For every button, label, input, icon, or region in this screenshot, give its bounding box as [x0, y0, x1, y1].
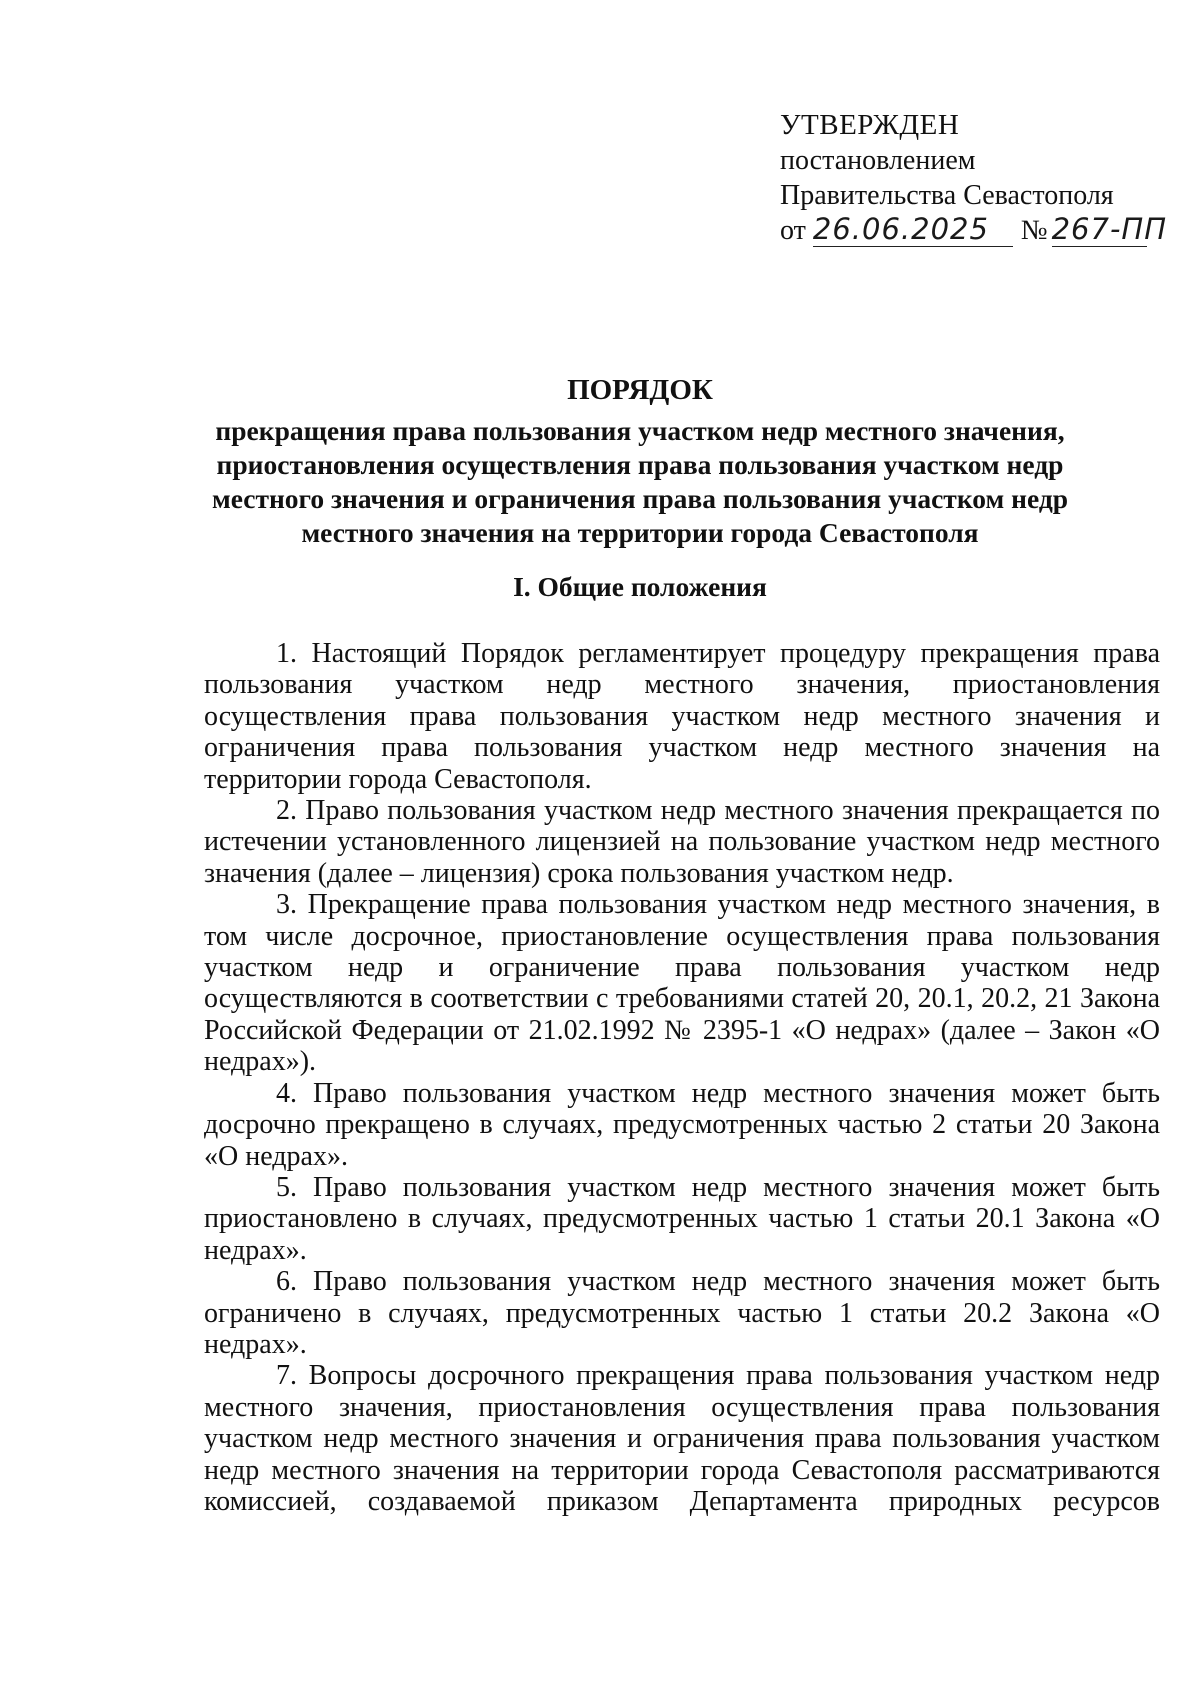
paragraph-7: 7. Вопросы досрочного прекращения права пользования участком недр местного значения, приостановления осуществления права пользования участком недр местного значения и ограничения права пользования участком недр местного значения на территории города Севастополя рассматриваются комиссией, создаваемой приказом Департамента природных ресурсов	[204, 1360, 1160, 1517]
subtitle-line: местного значения и ограничения права пользования участком недр	[211, 483, 1069, 514]
approval-title: УТВЕРЖДЕН	[780, 109, 960, 141]
paragraph-3: 3. Прекращение права пользования участком недр местного значения, в том числе досрочное, приостановление осуществления права пользования участком недр и ограничение права пользования участком недр осуществляются в соответствии с требованиями статей 20, 20.1, 20.2, 21 Закона Российской Федерации от 21.02.1992 № 2395-1 «О недрах» (далее – Закон «О недрах»).	[204, 889, 1160, 1078]
approval-line-resolution: постановлением	[780, 145, 976, 176]
paragraph-6: 6. Право пользования участком недр местного значения может быть ограничено в случаях, предусмотренных частью 1 статьи 20.2 Закона «О недрах».	[204, 1266, 1160, 1360]
subtitle-line: местного значения на территории города Севастополя	[301, 517, 979, 548]
subtitle-line: приостановления осуществления права пользования участком недр	[216, 449, 1064, 480]
paragraph-5: 5. Право пользования участком недр местного значения может быть приостановлено в случаях, предусмотренных частью 1 статьи 20.1 Закона «О недрах».	[204, 1171, 1160, 1266]
approval-number: 267-ПП	[1051, 212, 1168, 246]
approval-number-sign: №	[1020, 215, 1048, 246]
paragraph-2: 2. Право пользования участком недр местного значения прекращается по истечении установленного лицензией на пользование участком недр местного значения (далее – лицензия) срока пользования участком недр.	[204, 795, 1160, 889]
approval-number-field	[1051, 212, 1168, 247]
approval-stamp	[780, 108, 1180, 253]
document-title-block	[140, 372, 1140, 550]
document-body	[204, 638, 1160, 1517]
document-subtitle	[140, 414, 1140, 550]
subtitle-line: прекращения права пользования участком недр местного значения,	[215, 415, 1065, 446]
approval-date: 26.06.2025	[812, 212, 989, 246]
approval-line-government: Правительства Севастополя	[780, 180, 1114, 211]
paragraph-1: 1. Настоящий Порядок регламентирует процедуру прекращения права пользования участком недр местного значения, приостановления осуществления права пользования участком недр местного значения и ограничения права пользования участком недр местного значения на территории города Севастополя.	[204, 638, 1160, 795]
approval-date-field	[813, 214, 1013, 247]
approval-from-label: от	[780, 215, 806, 246]
document-title: ПОРЯДОК	[567, 374, 713, 406]
section-heading: I. Общие положения	[513, 571, 767, 602]
paragraph-4: 4. Право пользования участком недр местного значения может быть досрочно прекращено в случаях, предусмотренных частью 2 статьи 20 Закона «О недрах».	[204, 1077, 1160, 1172]
approval-date-line	[780, 213, 1180, 253]
